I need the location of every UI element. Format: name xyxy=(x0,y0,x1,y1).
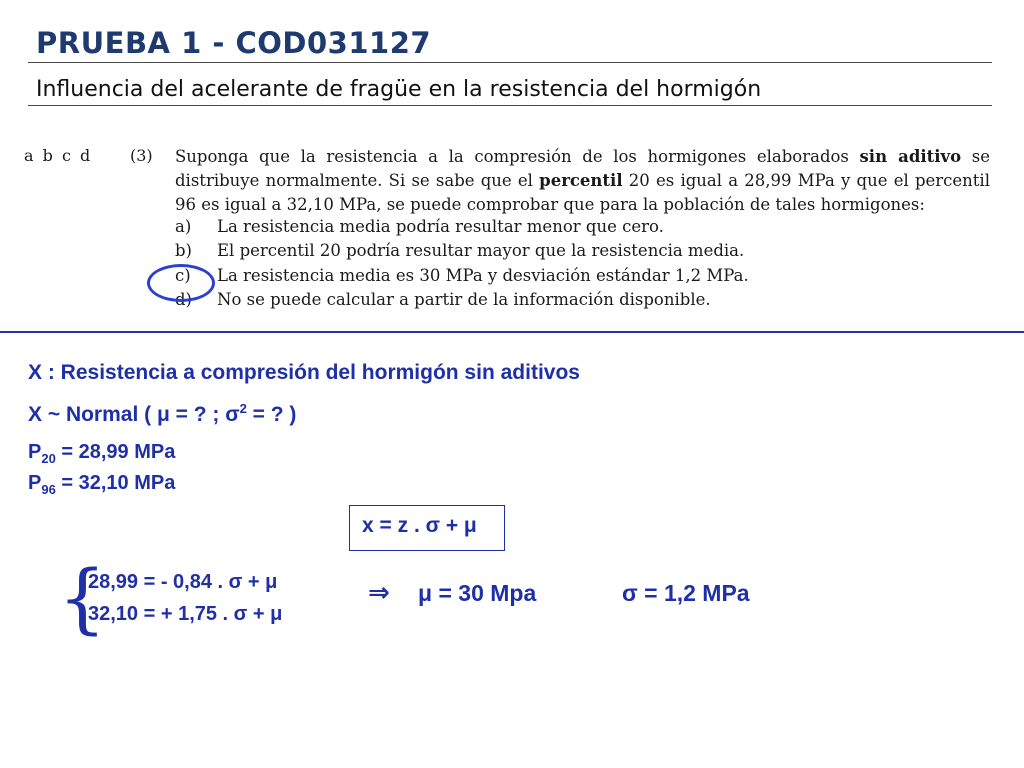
percentile-96 xyxy=(28,472,175,497)
option-a xyxy=(175,217,664,236)
title-rule xyxy=(28,62,992,63)
section-divider xyxy=(0,331,1024,333)
option-letter: b) xyxy=(175,241,192,260)
stem-bold: sin aditivo xyxy=(859,147,962,166)
percentile-value: = 28,99 MPa xyxy=(55,441,176,463)
question-stem xyxy=(175,145,990,217)
variable-definition: X : Resistencia a compresión del hormigón sin aditivos xyxy=(28,361,580,384)
percentile-index: 96 xyxy=(41,482,56,497)
option-letter: a) xyxy=(175,217,192,236)
distribution-statement xyxy=(28,401,296,427)
answer-circle-mark xyxy=(147,264,215,302)
exponent: 2 xyxy=(239,401,247,416)
option-c xyxy=(175,266,749,285)
question-number: (3) xyxy=(130,146,153,165)
left-brace-icon: { xyxy=(58,553,107,642)
distribution-text: X ~ Normal ( μ = ? ; σ xyxy=(28,403,240,426)
implies-arrow-icon: ⇒ xyxy=(368,578,390,608)
answer-letters: a b c d xyxy=(24,146,93,165)
equation-2: 32,10 = + 1,75 . σ + μ xyxy=(88,603,283,625)
option-text: El percentil 20 podría resultar mayor que la resistencia media. xyxy=(217,241,745,260)
option-b xyxy=(175,241,744,260)
option-text: La resistencia media podría resultar menor que cero. xyxy=(217,217,664,236)
subtitle-rule xyxy=(28,105,992,106)
option-text: La resistencia media es 30 MPa y desviación estándar 1,2 MPa. xyxy=(217,266,749,285)
stem-text: 20 es igual a 28,99 MPa y que el percentil 96 es igual a 32,10 MPa, se puede comprobar que para la población de tales hormigones: xyxy=(175,171,990,214)
mean-result: μ = 30 Mpa xyxy=(418,580,537,606)
stem-text: se distribuye normalmente. Si se sabe que el xyxy=(175,147,990,190)
option-letter: c) xyxy=(175,266,191,285)
stddev-result: σ = 1,2 MPa xyxy=(622,580,750,606)
option-text: No se puede calcular a partir de la información disponible. xyxy=(217,290,711,309)
stem-bold: percentil xyxy=(539,171,623,190)
percentile-symbol: P xyxy=(28,441,42,463)
percentile-value: = 32,10 MPa xyxy=(55,472,176,494)
option-letter: d) xyxy=(175,290,192,309)
percentile-symbol: P xyxy=(28,472,42,494)
percentile-index: 20 xyxy=(41,451,56,466)
standardization-formula: x = z . σ + μ xyxy=(362,514,477,537)
equation-1: 28,99 = - 0,84 . σ + μ xyxy=(88,571,278,593)
slide-title: PRUEBA 1 - COD031127 xyxy=(36,26,432,60)
percentile-20 xyxy=(28,441,175,466)
distribution-text: = ? ) xyxy=(246,403,297,426)
slide-subtitle: Influencia del acelerante de fragüe en la resistencia del hormigón xyxy=(36,77,762,102)
option-d xyxy=(175,290,711,309)
stem-text: Suponga que la resistencia a la compresión de los hormigones elaborados xyxy=(175,147,860,166)
